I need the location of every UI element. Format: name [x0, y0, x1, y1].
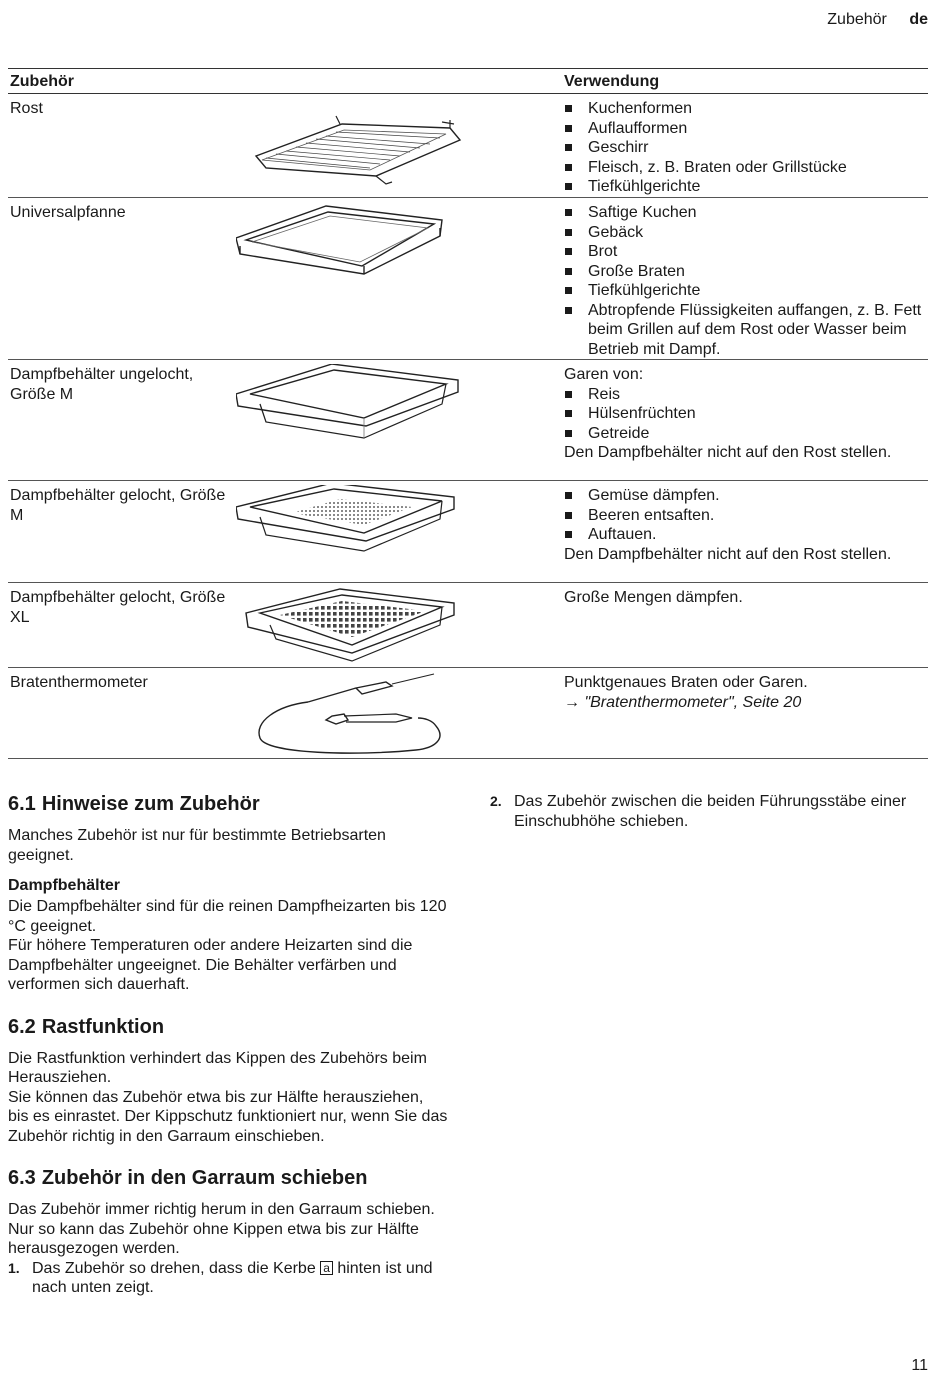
accessory-name: Bratenthermometer — [8, 668, 236, 759]
list-item: Gebäck — [564, 223, 928, 243]
paragraph: Sie können das Zubehör etwa bis zur Hälfte herausziehen, bis es einrastet. Der Kippschutz funktioniert nur, wenn Sie das Zubehör richtig in den Garraum einschieben. — [8, 1088, 448, 1145]
table-row — [8, 481, 928, 583]
list-item: Tiefkühlgerichte — [564, 177, 928, 197]
paragraph: Manches Zubehör ist nur für bestimmte Betriebsarten geeignet. — [8, 827, 386, 864]
usage-list — [564, 385, 928, 444]
usage-note: Den Dampfbehälter nicht auf den Rost stellen. — [564, 545, 892, 563]
col-header-usage: Verwendung — [562, 69, 928, 94]
section-heading-6-2: 6.2 Rastfunktion — [8, 1015, 165, 1038]
list-item: Fleisch, z. B. Braten oder Grillstücke — [564, 158, 928, 178]
paragraph: Die Rastfunktion verhindert das Kippen des Zubehörs beim Herausziehen. — [8, 1049, 427, 1086]
header-section: Zubehör — [827, 11, 887, 28]
list-item: Auflaufformen — [564, 119, 928, 139]
usage-intro: Punktgenaues Braten oder Garen. — [564, 674, 808, 691]
oven-rack-icon — [236, 98, 562, 194]
right-column — [490, 792, 920, 831]
col-header-accessory: Zubehör — [8, 69, 236, 94]
list-item: Kuchenformen — [564, 99, 928, 119]
arrow-right-icon: → — [564, 693, 580, 711]
accessory-name: Dampfbehälter ungelocht, Größe M — [8, 360, 236, 481]
accessory-name: Universalpfanne — [8, 198, 236, 360]
list-item: Beeren entsaften. — [564, 506, 928, 526]
list-item: Brot — [564, 242, 928, 262]
list-item: 1. Das Zubehör so drehen, dass die Kerbe a hinten ist und nach unten zeigt. — [8, 1259, 433, 1296]
step-list — [490, 792, 920, 831]
list-item: Abtropfende Flüssigkeiten auffangen, z. B. Fett beim Grillen auf dem Rost oder Wasser beim Betrieb mit Dampf. — [564, 301, 928, 360]
accessory-name: Dampfbehälter gelocht, Größe M — [8, 481, 236, 583]
section-heading-6-3: 6.3 Zubehör in den Garraum schieben — [8, 1167, 368, 1189]
paragraph: Die Dampfbehälter sind für die reinen Dampfheizarten bis 120 °C geeignet. — [8, 898, 447, 935]
step-list — [8, 1259, 448, 1298]
paragraph: Das Zubehör immer richtig herum in den Garraum schieben. Nur so kann das Zubehör ohne Kippen etwa bis zur Hälfte herausgezogen werden. — [8, 1201, 435, 1257]
usage-note: Den Dampfbehälter nicht auf den Rost stellen. — [564, 444, 892, 461]
cross-reference-text: "Bratenthermometer", Seite 20 — [584, 693, 802, 711]
meat-thermometer-icon — [236, 672, 562, 758]
list-item: Gemüse dämpfen. — [564, 486, 928, 506]
table-row — [8, 360, 928, 481]
steam-container-unperforated-icon — [236, 364, 562, 444]
page-number: 11 — [911, 1357, 928, 1374]
usage-list — [564, 203, 928, 359]
list-item: Große Braten — [564, 262, 928, 282]
list-item: Geschirr — [564, 138, 928, 158]
accessory-table — [8, 68, 928, 759]
table-row — [8, 94, 928, 198]
subheading-steam-container: Dampfbehälter — [8, 877, 121, 894]
list-item: Hülsenfrüchten — [564, 404, 928, 424]
left-column — [8, 790, 448, 1298]
usage-intro: Garen von: — [564, 366, 644, 383]
table-row — [8, 668, 928, 759]
table-row — [8, 583, 928, 668]
list-item: Getreide — [564, 424, 928, 444]
section-heading-6-1: 6.1 Hinweise zum Zubehör — [8, 793, 260, 815]
list-item: 2. Das Zubehör zwischen die beiden Führungsstäbe einer Einschubhöhe schieben. — [490, 793, 907, 830]
usage-intro: Große Mengen dämpfen. — [564, 589, 743, 606]
header-language: de — [909, 11, 928, 28]
table-row — [8, 198, 928, 360]
paragraph: Für höhere Temperaturen oder andere Heizarten sind die Dampfbehälter ungeeignet. Die Behälter verfärben und verformen sich dauerhaft. — [8, 937, 413, 993]
page-header — [827, 10, 928, 30]
list-item: Saftige Kuchen — [564, 203, 928, 223]
notch-label-icon: a — [320, 1261, 333, 1275]
usage-list — [564, 99, 928, 197]
steam-container-perforated-m-icon — [236, 485, 562, 565]
table-header-row — [8, 69, 928, 94]
list-item: Auftauen. — [564, 525, 928, 545]
steam-container-perforated-xl-icon — [236, 587, 562, 665]
list-item: Tiefkühlgerichte — [564, 281, 928, 301]
list-item: Reis — [564, 385, 928, 405]
cross-reference-link[interactable] — [564, 693, 928, 713]
accessory-name: Rost — [8, 94, 236, 198]
usage-list — [564, 486, 928, 545]
universal-pan-icon — [236, 202, 562, 292]
accessory-name: Dampfbehälter gelocht, Größe XL — [8, 583, 236, 668]
